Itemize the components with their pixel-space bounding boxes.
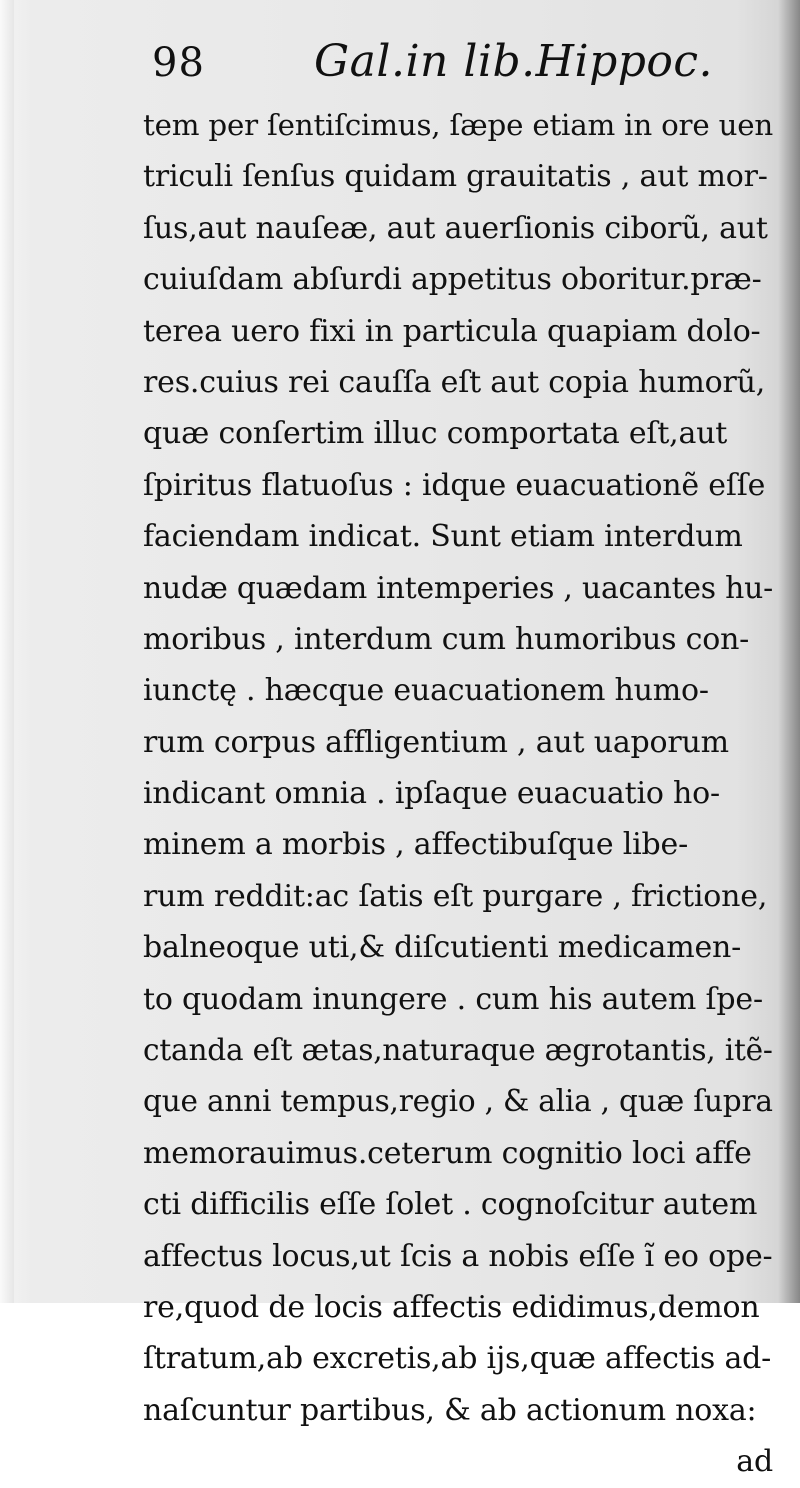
text-line: minem a morbis , affectibuſque libe-: [143, 827, 689, 863]
text-line: ſus,aut nauſeæ, aut auerſionis ciborũ, aut: [143, 210, 768, 246]
text-line: rum corpus affligentium , aut uaporum: [143, 724, 729, 760]
text-line: ſpiritus flatuoſus : idque euacuationẽ eſſe: [143, 467, 766, 503]
page-gutter-edge: [0, 0, 14, 1303]
text-line: faciendam indicat. Sunt etiam interdum: [143, 519, 743, 555]
text-line: naſcuntur partibus, & ab actionum noxa:: [143, 1392, 757, 1428]
text-line: re,quod de locis affectis edidimus,demon: [143, 1289, 760, 1325]
text-line: memorauimus.ceterum cognitio loci affe: [143, 1135, 752, 1171]
text-line: cti difficilis eſſe ſolet . cognoſcitur autem: [143, 1187, 758, 1223]
text-line: que anni tempus,regio , & alia , quæ ſupra: [143, 1084, 773, 1119]
page-number: 98: [152, 40, 205, 86]
text-line: to quodam inungere . cum his autem ſpe-: [143, 981, 763, 1017]
text-line: affectus locus,ut ſcis a nobis eſſe ĩ eo ope-: [143, 1238, 773, 1274]
text-line: ſtratum,ab excretis,ab ijs,quæ affectis ad-: [143, 1341, 772, 1377]
body-text: [143, 100, 773, 1488]
page-fore-edge-shadow: [778, 0, 800, 1303]
running-title: Gal.in lib.Hippoc.: [314, 36, 714, 87]
page-header: [152, 32, 732, 102]
text-line: iunctę . hæcque euacuationem humo-: [143, 673, 709, 709]
text-line: nudæ quædam intemperies , uacantes hu-: [143, 570, 773, 606]
text-line: indicant omnia . ipſaque euacuatio ho-: [143, 776, 720, 812]
text-line: rum reddit:ac ſatis eſt purgare , frictione,: [143, 878, 768, 914]
text-line: ctanda eſt ætas,naturaque ægrotantis, itẽ-: [143, 1033, 773, 1068]
text-line: quæ conſertim illuc comportata eſt,aut: [143, 416, 728, 452]
text-line: triculi ſenſus quidam grauitatis , aut mor-: [143, 159, 768, 195]
text-line: tem per ſentiſcimus, ſæpe etiam in ore uen: [143, 108, 774, 142]
text-line: cuiuſdam abſurdi appetitus oboritur.præ-: [143, 262, 762, 298]
text-line: moribus , interdum cum humoribus con-: [143, 621, 750, 657]
text-line: res.cuius rei cauſſa eſt aut copia humorũ,: [143, 364, 766, 400]
catchword: ad: [736, 1444, 773, 1480]
text-line: terea uero fixi in particula quapiam dolo-: [143, 313, 761, 349]
text-line: balneoque uti,& diſcutienti medicamen-: [143, 930, 742, 966]
